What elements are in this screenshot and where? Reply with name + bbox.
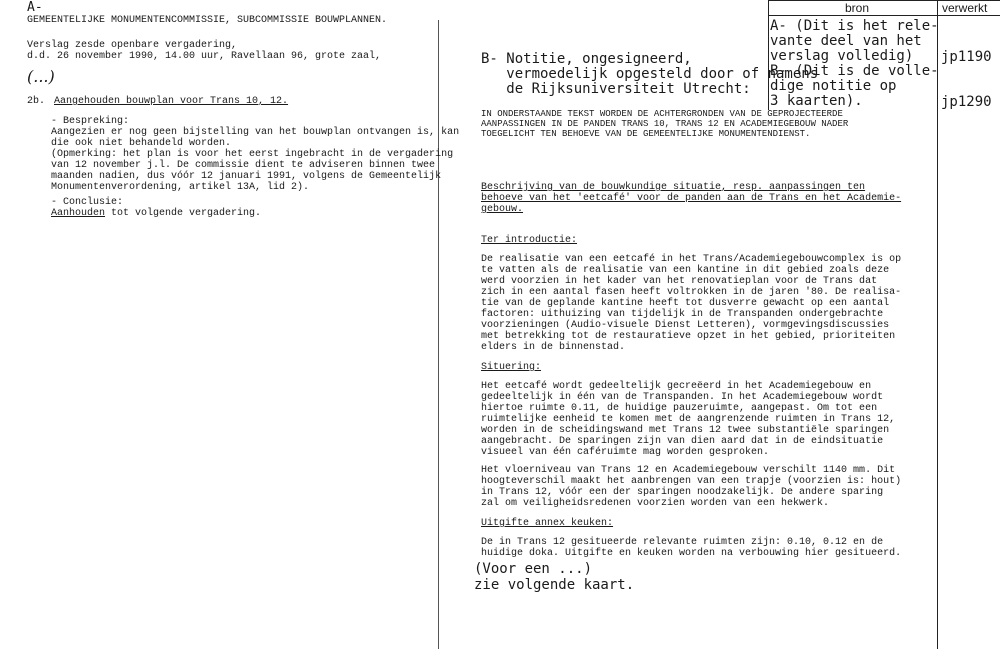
source-a-line: vante deel van het	[770, 33, 922, 49]
discussion-line: (Opmerking: het plan is voor het eerst ingebracht in de vergadering	[51, 149, 454, 160]
intro-caps	[481, 109, 848, 139]
intro-caps-line: IN ONDERSTAANDE TEKST WORDEN DE ACHTERGRONDEN VAN DE GEPROJECTEERDE	[481, 109, 843, 119]
report-line: d.d. 26 november 1990, 14.00 uur, Ravellaan 96, grote zaal,	[27, 51, 382, 62]
section-title-uitgifte: Uitgifte annex keuken:	[481, 518, 614, 529]
situering-line: ruimtelijke eenheid te komen met de aangrenzende ruimten in Trans 12,	[481, 414, 896, 425]
discussion-text	[51, 127, 459, 193]
item-title: Aangehouden bouwplan voor Trans 10, 12.	[54, 96, 289, 107]
conclusion-rest: tot volgende vergadering.	[105, 208, 262, 219]
note-heading-line: vermoedelijk opgesteld door of namens	[481, 66, 819, 82]
introduction-line: voorzieningen (Audio-visuele Dienst Letteren), vormgevingsdiscussies	[481, 320, 890, 331]
description-heading-line: gebouw.	[481, 204, 524, 215]
verwerkt-column-header: verwerkt	[942, 1, 988, 15]
note-heading-line: B- Notitie, ongesigneerd,	[481, 51, 692, 67]
introduction-line: De realisatie van een eetcafé in het Trans/Academiegebouwcomplex is op	[481, 254, 902, 265]
introduction-line: tie van de geplande kantine heeft tot dusverre gewacht op een aantal	[481, 298, 890, 309]
uitgifte-line: huidige doka. Uitgifte en keuken worden na verbouwing hier gesitueerd.	[481, 548, 902, 559]
situering-line: hiertoe ruimte 0.11, de huidige pauzeruimte, aangepast. Om tot een	[481, 403, 878, 414]
situering-line: zal om veiligheidsredenen voorzien worden van een hekwerk.	[481, 498, 830, 509]
item-number: 2b.	[27, 96, 46, 107]
code-a: jp1190	[941, 49, 992, 65]
situering-line: worden in de scheidingswand met Trans 12 twee substantiële sparingen	[481, 425, 890, 436]
situering-line: gedeeltelijk in één van de Transpanden. In het Academiegebouw wordt	[481, 392, 884, 403]
situering-line: visueel van één caféruimte mag worden gesproken.	[481, 447, 770, 458]
section-introduction-text	[481, 254, 901, 353]
section-uitgifte-text	[481, 537, 901, 559]
intro-caps-line: TOEGELICHT TEN BEHOEVE VAN DE GEMEENTELIJKE MONUMENTENDIENST.	[481, 129, 811, 139]
introduction-line: werd voorzien in het kader van het renovatieplan voor de Trans dat	[481, 276, 878, 287]
ellipsis-handwritten: (...)	[27, 67, 55, 86]
section-title-situering: Situering:	[481, 362, 542, 373]
commission-title: GEMEENTELIJKE MONUMENTENCOMMISSIE, SUBCOMMISSIE BOUWPLANNEN.	[27, 15, 388, 26]
intro-caps-line: AANPASSINGEN IN DE PANDEN TRANS 10, TRANS 12 EN ACADEMIEGEBOUW NADER	[481, 119, 849, 129]
introduction-line: elders in de binnenstad.	[481, 342, 626, 353]
note-heading	[481, 52, 818, 97]
header-table-bottom-border	[768, 15, 1000, 16]
section-title-introduction: Ter introductie:	[481, 235, 578, 246]
source-a-line: A- (Dit is het rele-	[770, 18, 939, 34]
discussion-line: Monumentenverordening, artikel 13A, lid 2).	[51, 182, 310, 193]
discussion-line: die ook niet behandeld worden.	[51, 138, 232, 149]
next-card-note: zie volgende kaart.	[474, 577, 635, 593]
introduction-line: zich in een aantal fasen heeft voltrokken in de jaren '80. De realisa-	[481, 287, 902, 298]
description-heading-line: behoeve van het 'eetcafé' voor de panden aan de Trans en het Academie-	[481, 193, 902, 204]
introduction-line: factoren: uithuizing van tijdelijk in de Transpanden ondergebrachte	[481, 309, 884, 320]
source-b-line: dige notitie op	[770, 78, 897, 94]
situering-line: Het eetcafé wordt gedeeltelijk gecreëerd in het Academiegebouw en	[481, 381, 872, 392]
note-heading-line: de Rijksuniversiteit Utrecht:	[481, 81, 751, 97]
discussion-line: maanden nadien, dus vóór 12 januari 1991, volgens de Gemeentelijk	[51, 171, 442, 182]
conclusion-keyword: Aanhouden	[51, 208, 106, 219]
section-situering-text-2	[481, 465, 901, 509]
left-marker: A-	[27, 0, 43, 15]
source-b-line: 3 kaarten).	[770, 93, 863, 109]
bron-column-header: bron	[845, 1, 870, 15]
situering-line: aangebracht. De sparingen zijn van dien aard dat in de eindsituatie	[481, 436, 884, 447]
description-heading-line: Beschrijving van de bouwkundige situatie, resp. aanpassingen ten	[481, 182, 866, 193]
situering-line: Het vloerniveau van Trans 12 en Academiegebouw verschilt 1140 mm. Dit	[481, 465, 896, 476]
code-b: jp1290	[941, 94, 992, 110]
source-a-line: verslag volledig)	[770, 48, 914, 64]
introduction-line: met betrekking tot de restauratieve opzet in het gebied, prioriteiten	[481, 331, 896, 342]
situering-line: hoogteverschil maakt het aanbrengen van een trapje (voorzien is: hout)	[481, 476, 902, 487]
page-divider	[438, 20, 439, 649]
discussion-line: van 12 november j.l. De commissie dient te adviseren binnen twee	[51, 160, 436, 171]
description-heading	[481, 182, 901, 215]
report-line: Verslag zesde openbare vergadering,	[27, 40, 238, 51]
conclusion-label: - Conclusie:	[51, 197, 124, 208]
discussion-label: - Bespreking:	[51, 116, 130, 127]
section-situering-text	[481, 381, 895, 458]
conclusion-text	[51, 208, 261, 219]
introduction-line: te vatten als de realisatie van een kantine in dit gebied zoals deze	[481, 265, 890, 276]
source-b-line: B- (Dit is de volle-	[770, 63, 939, 79]
situering-line: in Trans 12, vóór een der sparingen noodzakelijk. De andere sparing	[481, 487, 884, 498]
uitgifte-line: De in Trans 12 gesitueerde relevante ruimten zijn: 0.10, 0.12 en de	[481, 537, 884, 548]
continued-note: (Voor een ...)	[474, 561, 593, 577]
discussion-line: Aangezien er nog geen bijstelling van het bouwplan ontvangen is, kan	[51, 127, 460, 138]
